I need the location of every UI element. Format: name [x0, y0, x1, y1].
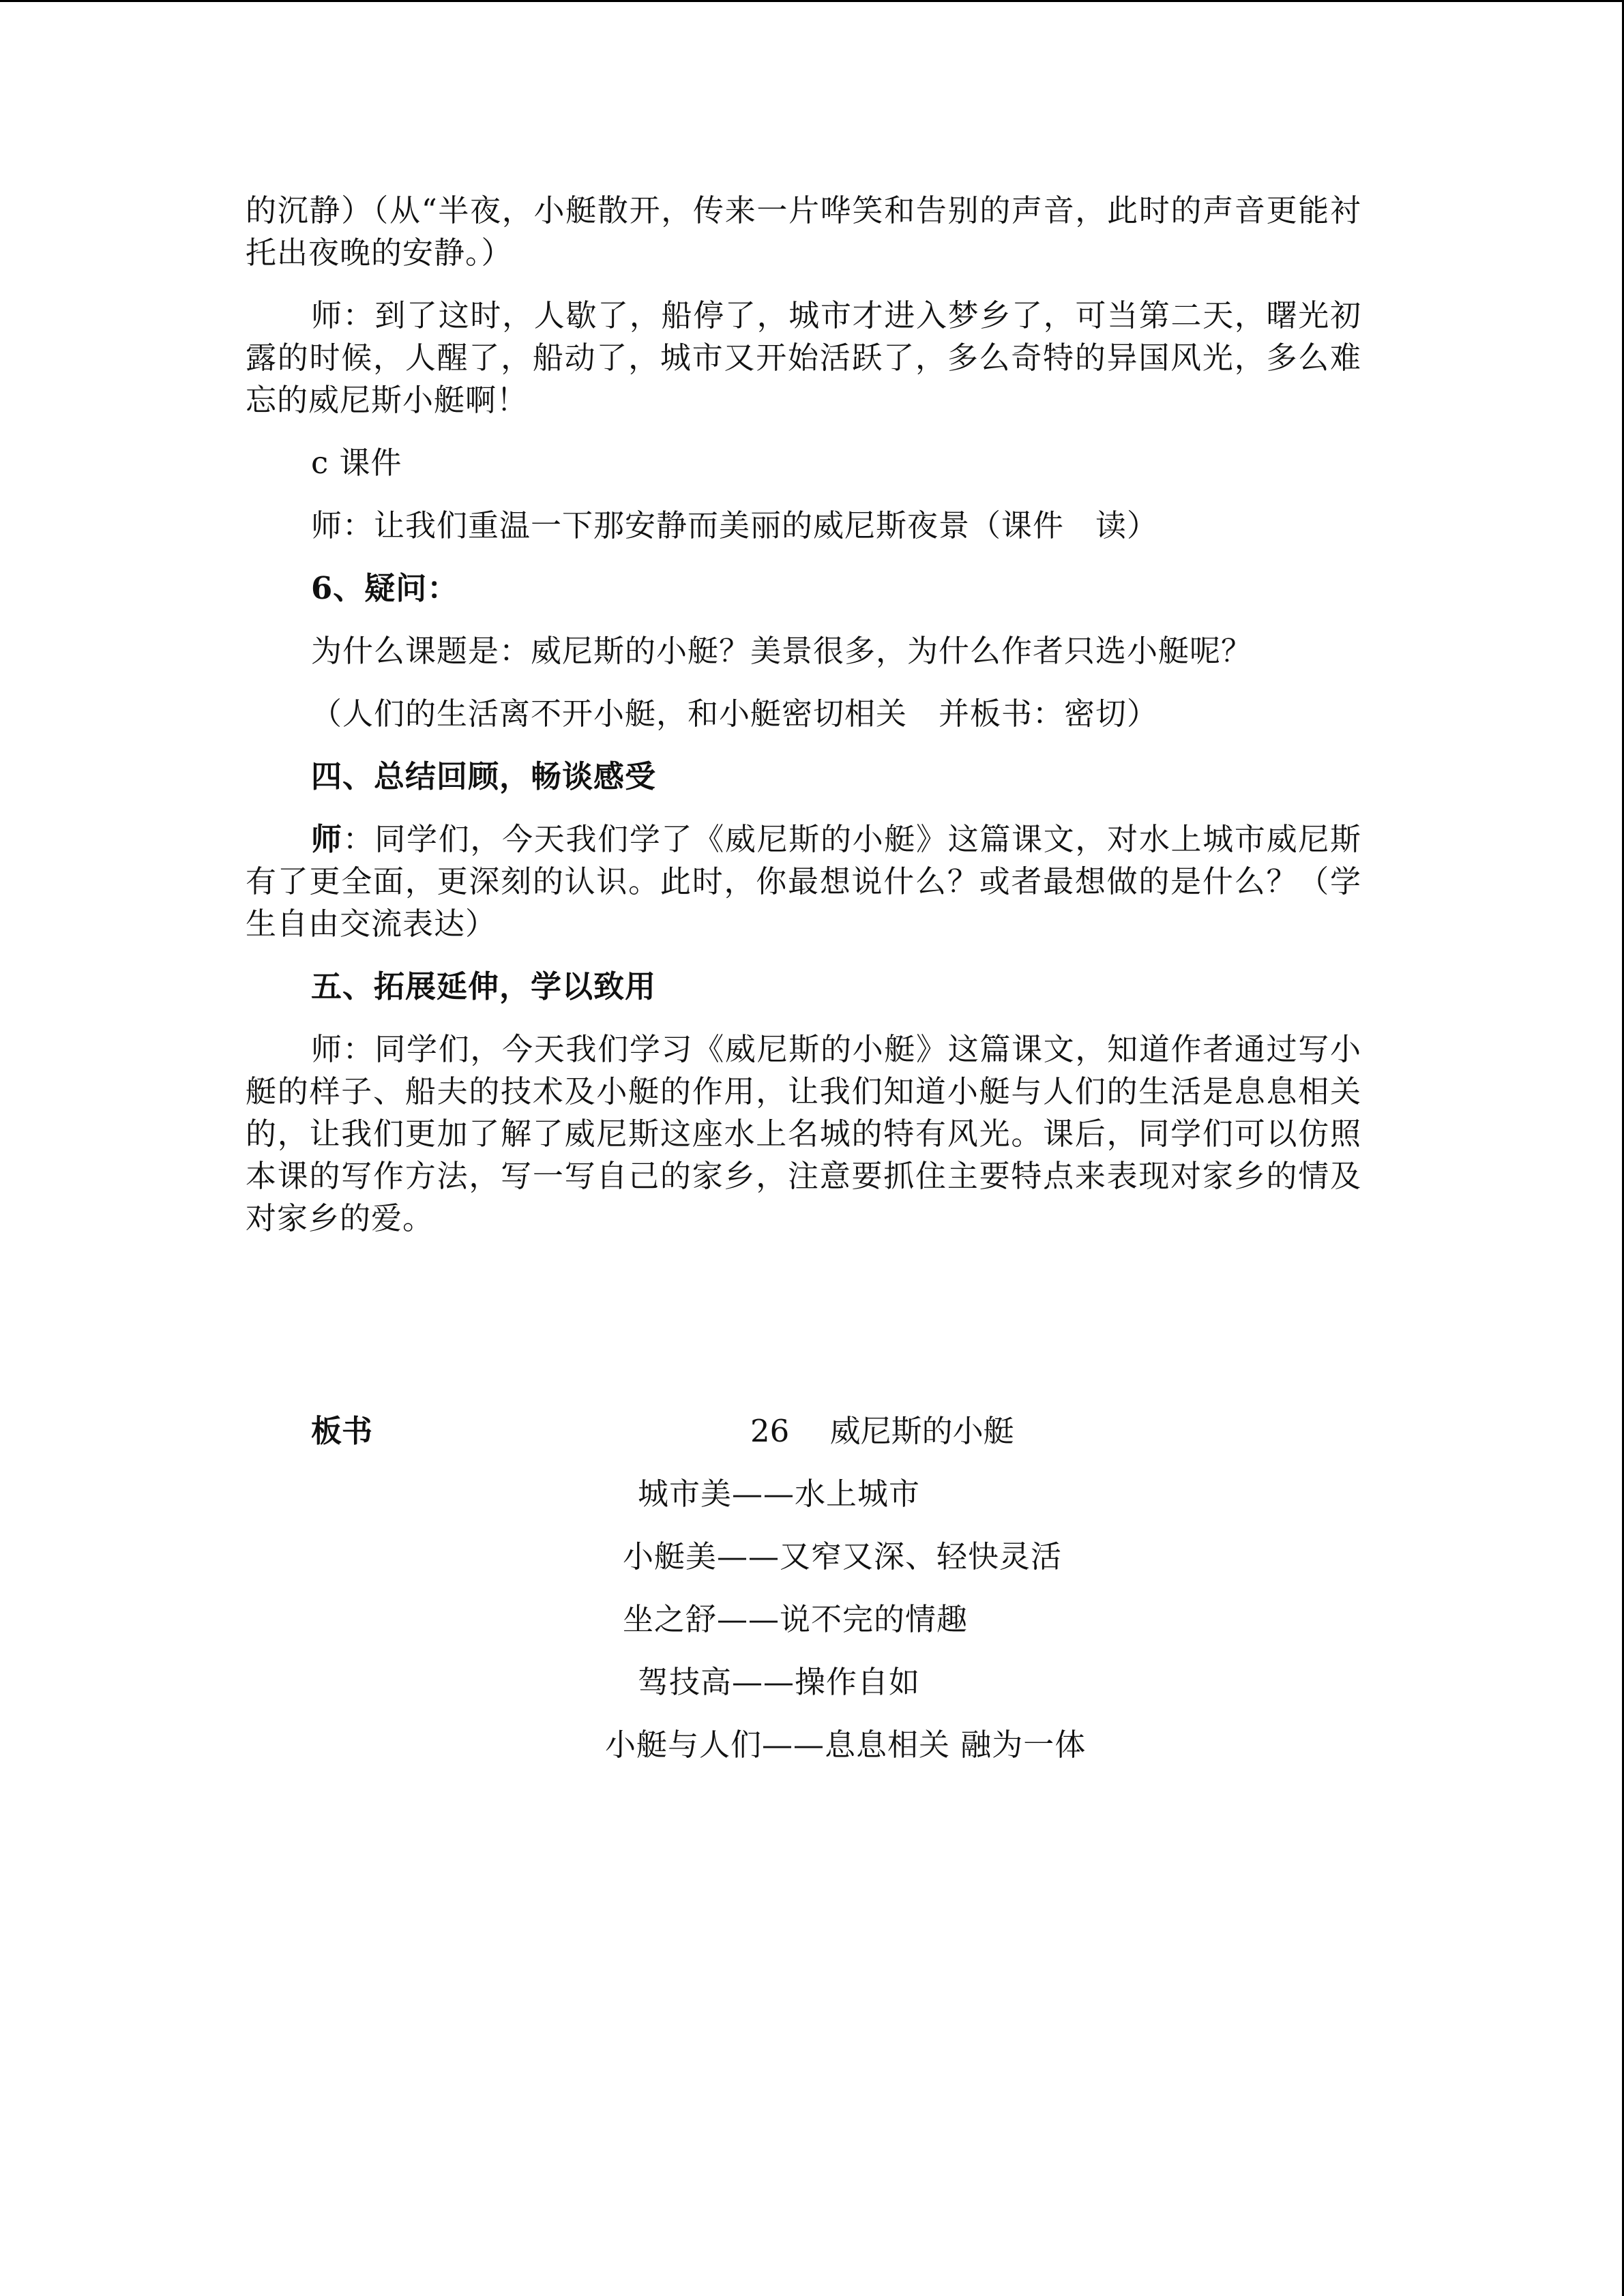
- heading-section-five: 五、拓展延伸，学以致用: [311, 968, 657, 1004]
- board-line-skill: 驾技高——操作自如: [638, 1664, 921, 1700]
- board-line-people: 小艇与人们——息息相关 融为一体: [605, 1727, 1087, 1763]
- paragraph-teacher-summary: 师：到了这时，人歇了，船停了，城市才进入梦乡了，可当第二天，曙光初露的时候，人醒了，船动了，城市又开始活跃了，多么奇特的异国风光，多么难忘的威尼斯小艇啊！: [246, 297, 1361, 418]
- paragraph-section-five-body: 师：同学们，今天我们学习《威尼斯的小艇》这篇课文，知道作者通过写小艇的样子、船夫的技术及小艇的作用，让我们知道小艇与人们的生活是息息相关的，让我们更加了解了威尼斯这座水上名城的特有风光。课后，同学们可以仿照本课的写作方法，写一写自己的家乡，注意要抓住主要特点来表现对家乡的情及对家乡的爱。: [246, 1031, 1361, 1236]
- board-line-city: 城市美——水上城市: [638, 1476, 921, 1512]
- paragraph-courseware: c 课件: [311, 445, 402, 481]
- teacher-lead-bold: 师: [311, 821, 343, 857]
- heading-section-four: 四、总结回顾，畅谈感受: [311, 758, 657, 794]
- document-body: [246, 190, 1361, 1763]
- paragraph-why-title: 为什么课题是：威尼斯的小艇？美景很多，为什么作者只选小艇呢？: [311, 633, 1253, 669]
- blackboard-summary: [246, 1410, 1361, 1819]
- page-border-top: [0, 0, 1624, 2]
- paragraph-review-night-scene: 师：让我们重温一下那安静而美丽的威尼斯夜景（课件 读）: [311, 507, 1159, 543]
- heading-question: 6、疑问：: [311, 570, 459, 606]
- board-title: 26 威尼斯的小艇: [750, 1413, 1014, 1449]
- paragraph-quiet-night: 的沉静）（从“半夜，小艇散开，传来一片哗笑和告别的声音，此时的声音更能衬托出夜晚的安静。）: [246, 192, 1361, 271]
- section-four-text: ：同学们，今天我们学了《威尼斯的小艇》这篇课文，对水上城市威尼斯有了更全面，更深刻的认识。此时，你最想说什么？或者最想做的是什么？（学生自由交流表达）: [246, 821, 1361, 942]
- board-line-comfort: 坐之舒——说不完的情趣: [623, 1601, 969, 1637]
- board-label: 板书: [311, 1413, 373, 1449]
- board-line-boat: 小艇美——又窄又深、轻快灵活: [623, 1538, 1063, 1575]
- paragraph-close-relation: （人们的生活离不开小艇，和小艇密切相关 并板书：密切）: [311, 696, 1159, 732]
- paragraph-section-four-body: [246, 818, 1361, 945]
